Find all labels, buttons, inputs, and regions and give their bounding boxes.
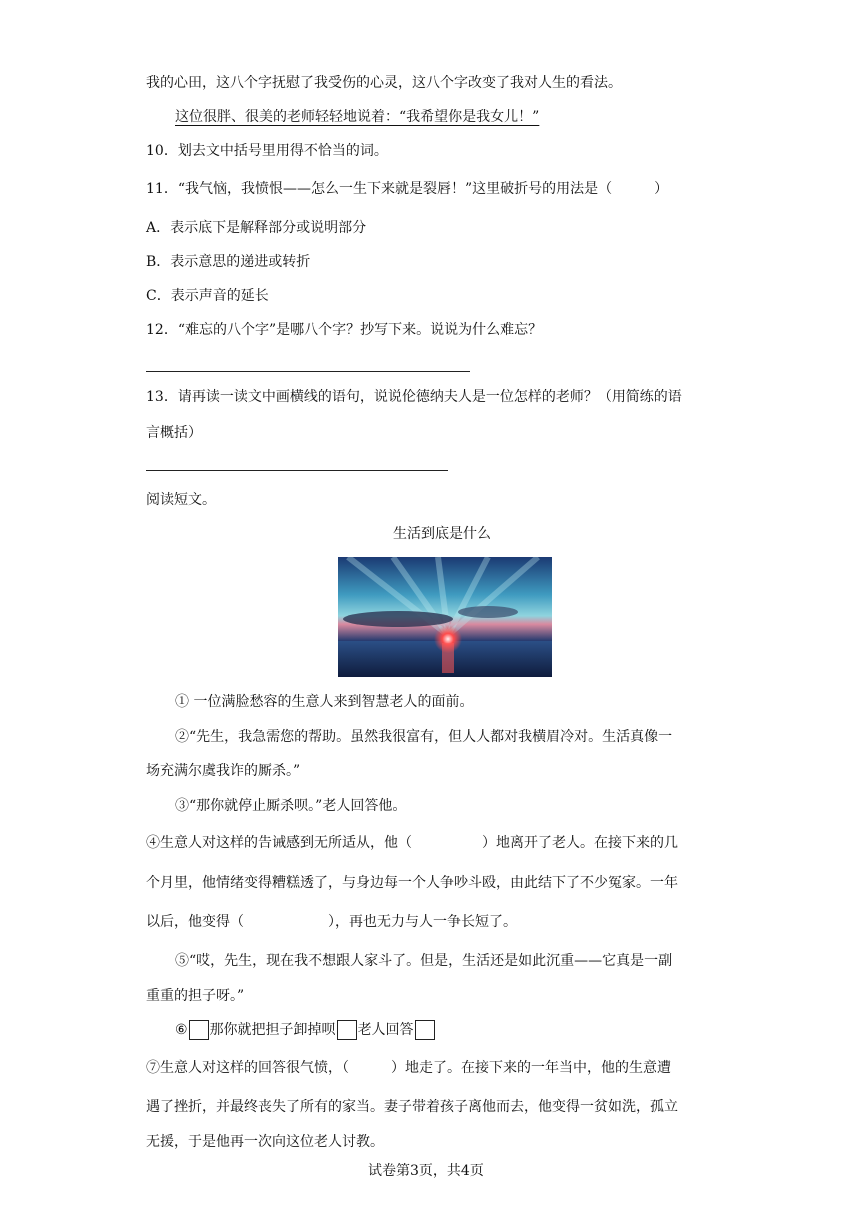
question-13-line2: 言概括） xyxy=(146,425,202,441)
paragraph-4-line2: 个月里，他情绪变得糟糕透了，与身边每一个人争吵斗殴，由此结下了不少冤家。一年 xyxy=(146,875,678,891)
sunset-sea-photo-icon xyxy=(338,557,552,677)
paragraph-6-number: ⑥ xyxy=(175,1022,188,1038)
underlined-sentence: 这位很胖、很美的老师轻轻地说着：“我希望你是我女儿！” xyxy=(175,109,540,125)
paragraph-4-line3: 以后，他变得（ ），再也无力与人一争长短了。 xyxy=(146,914,517,930)
paragraph-4-line1: ④生意人对这样的告诫感到无所适从，他（ ）地离开了老人。在接下来的几 xyxy=(146,835,678,851)
question-13-line1: 13．请再读一读文中画横线的语句，说说伦德纳夫人是一位怎样的老师？（用简练的语 xyxy=(146,389,682,405)
paragraph-7-line1: ⑦生意人对这样的回答很气愤，（ ）地走了。在接下来的一年当中，他的生意遭 xyxy=(146,1060,671,1076)
paragraph-2-line1: ②“先生，我急需您的帮助。虽然我很富有，但人人都对我横眉冷对。生活真像一 xyxy=(175,729,673,745)
paragraph-1: ① 一位满脸愁容的生意人来到智慧老人的面前。 xyxy=(175,694,474,710)
punctuation-blank-2[interactable] xyxy=(337,1020,357,1040)
paragraph-6-speech: 那你就把担子卸掉呗 xyxy=(209,1022,336,1038)
punctuation-blank-1[interactable] xyxy=(189,1020,209,1040)
passage-title: 生活到底是什么 xyxy=(393,526,491,542)
paragraph-2-line2: 场充满尔虞我诈的厮杀。” xyxy=(146,763,301,779)
paragraph-7-line2: 遇了挫折，并最终丧失了所有的家当。妻子带着孩子离他而去，他变得一贫如洗，孤立 xyxy=(146,1099,678,1115)
continued-paragraph: 我的心田，这八个字抚慰了我受伤的心灵，这八个字改变了我对人生的看法。 xyxy=(146,75,622,91)
paragraph-6-attribution: 老人回答 xyxy=(357,1022,414,1038)
paragraph-5-line2: 重重的担子呀。” xyxy=(146,988,245,1004)
reading-instruction: 阅读短文。 xyxy=(146,492,216,508)
option-c[interactable]: C．表示声音的延长 xyxy=(146,288,269,304)
option-a[interactable]: A．表示底下是解释部分或说明部分 xyxy=(146,220,367,236)
sunset-sea-photo xyxy=(338,557,552,677)
answer-line-13[interactable] xyxy=(146,470,448,471)
page-footer: 试卷第3页，共4页 xyxy=(368,1163,484,1179)
answer-line-12[interactable] xyxy=(146,371,470,372)
paragraph-5-line1: ⑤“哎，先生，现在我不想跟人家斗了。但是，生活还是如此沉重——它真是一副 xyxy=(175,953,673,969)
paragraph-7-line3: 无援，于是他再一次向这位老人讨教。 xyxy=(146,1134,384,1150)
question-11: 11．“我气恼，我愤恨——怎么一生下来就是裂唇！”这里破折号的用法是（ ） xyxy=(146,181,669,197)
paragraph-6 xyxy=(175,1019,436,1041)
question-12: 12．“难忘的八个字”是哪八个字？抄写下来。说说为什么难忘？ xyxy=(146,322,543,338)
paragraph-3: ③“那你就停止厮杀呗。”老人回答他。 xyxy=(175,798,407,814)
question-10: 10．划去文中括号里用得不恰当的词。 xyxy=(146,143,388,159)
option-b[interactable]: B．表示意思的递进或转折 xyxy=(146,254,311,270)
punctuation-blank-3[interactable] xyxy=(415,1020,435,1040)
